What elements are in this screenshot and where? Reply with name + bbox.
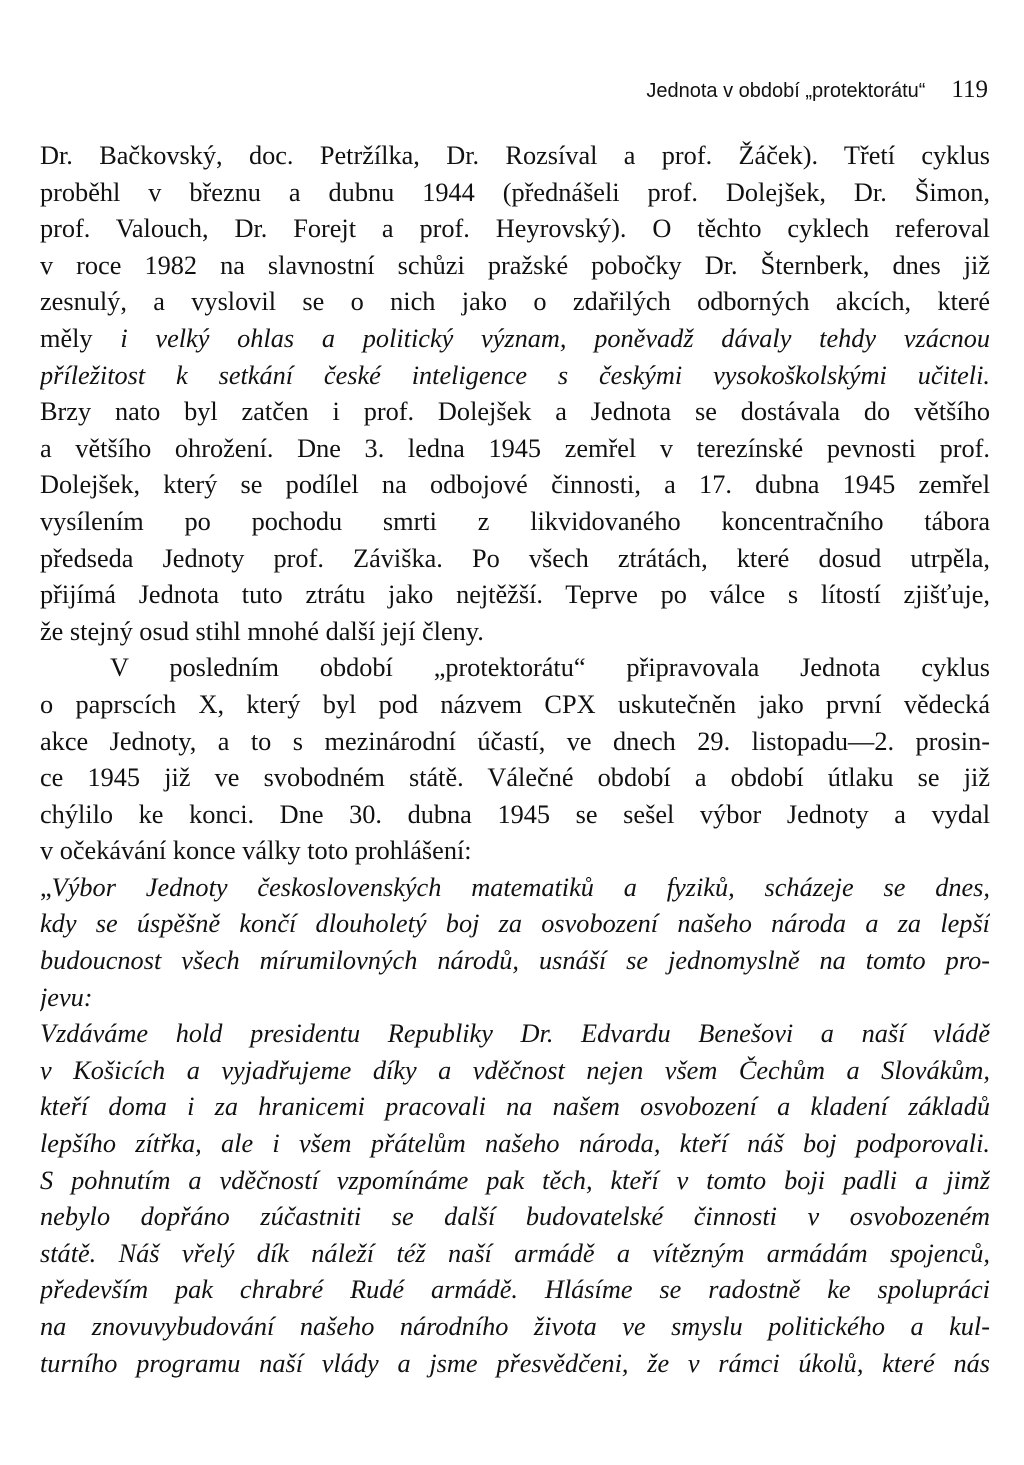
text-line: [40, 614, 990, 651]
italic-text-run: příležitost k setkání české inteligence s českými vysokoškolskými učiteli.: [40, 360, 990, 390]
text-line: [40, 248, 990, 285]
text-line: [40, 833, 990, 870]
text-run: že stejný osud stihl mnohé další její členy.: [40, 616, 484, 646]
text-line: [40, 724, 990, 761]
text-line: [40, 541, 990, 578]
italic-text-run: i velký ohlas a politický význam, poněvadž dávaly tehdy vzácnou: [120, 323, 990, 353]
text-line: [40, 504, 990, 541]
text-run: ce 1945 již ve svobodném státě. Válečné období a období útlaku se již: [40, 763, 990, 793]
italic-text-run: budoucnost všech mírumilovných národů, usnáší se jednomyslně na tomto pro-: [40, 946, 990, 976]
text-line: [40, 906, 990, 943]
text-line: [40, 687, 990, 724]
text-line: [40, 138, 990, 175]
text-line: [40, 1089, 990, 1126]
italic-text-run: na znovuvybudování našeho národního života ve smyslu politického a kul-: [40, 1312, 990, 1341]
italic-text-run: nebylo dopřáno zúčastniti se další budovatelské činnosti v osvobozeném: [40, 1202, 990, 1232]
italic-text-run: lepšího zítřka, ale i všem přátelům našeho národa, kteří náš boj podporovali.: [40, 1129, 990, 1159]
page-number: 119: [951, 76, 988, 103]
text-line: [40, 358, 990, 395]
text-line: [40, 211, 990, 248]
text-run: akce Jednoty, a to s mezinárodní účastí, ve dnech 29. listopadu—2. prosin-: [40, 726, 990, 756]
text-run: „: [40, 872, 52, 902]
italic-text-run: Vzdáváme hold presidentu Republiky Dr. Edvardu Benešovi a naší vládě: [40, 1019, 990, 1049]
body-text: [40, 138, 990, 1382]
text-run: Dolejšek, který se podílel na odbojové činnosti, a 17. dubna 1945 zemřel: [40, 470, 990, 500]
text-line: [40, 1163, 990, 1200]
text-line: [40, 650, 990, 687]
text-line: [40, 1016, 990, 1053]
text-run: prof. Valouch, Dr. Forejt a prof. Heyrovský). O těchto cyklech referoval: [40, 214, 990, 244]
text-line: [40, 797, 990, 834]
text-run: chýlilo ke konci. Dne 30. dubna 1945 se sešel výbor Jednoty a vydal: [40, 799, 990, 829]
text-line: [40, 284, 990, 321]
text-run: přijímá Jednota tuto ztrátu jako nejtěžší. Teprve po válce s lítostí zjišťuje,: [40, 580, 990, 610]
text-run: V posledním období „protektorátu“ připravovala Jednota cyklus: [110, 653, 990, 683]
text-line: [40, 1236, 990, 1273]
italic-text-run: především pak chrabré Rudé armádě. Hlásíme se radostně ke spolupráci: [40, 1275, 990, 1305]
text-line: [40, 1309, 990, 1346]
text-run: Dr. Bačkovský, doc. Petržílka, Dr. Rozsíval a prof. Žáček). Třetí cyklus: [40, 141, 990, 170]
text-run: vysílením po pochodu smrti z likvidovaného koncentračního tábora: [40, 506, 990, 536]
italic-text-run: státě. Náš vřelý dík náleží též naší armádě a vítězným armádám spojenců,: [40, 1238, 990, 1268]
text-run: Brzy nato byl zatčen i prof. Dolejšek a Jednota se dostávala do většího: [40, 397, 990, 427]
text-line: [40, 321, 990, 358]
text-run: měly: [40, 323, 121, 353]
text-run: v očekávání konce války toto prohlášení:: [40, 836, 472, 866]
text-line: [40, 175, 990, 212]
text-line: [40, 943, 990, 980]
italic-text-run: kdy se úspěšně končí dlouholetý boj za osvobození našeho národa a za lepší: [40, 909, 990, 939]
text-line: [40, 980, 990, 1017]
text-line: [40, 577, 990, 614]
text-line: [40, 1272, 990, 1309]
italic-text-run: S pohnutím a vděčností vzpomínáme pak těch, kteří v tomto boji padli a jimž: [40, 1165, 990, 1195]
text-line: [40, 870, 990, 907]
text-run: předseda Jednoty prof. Záviška. Po všech ztrátách, které dosud utrpěla,: [40, 543, 990, 573]
text-line: [40, 394, 990, 431]
text-line: [40, 1346, 990, 1383]
italic-text-run: turního programu naší vlády a jsme přesvědčeni, že v rámci úkolů, které nás: [40, 1348, 990, 1378]
text-line: [40, 1126, 990, 1163]
text-run: proběhl v březnu a dubnu 1944 (přednášeli prof. Dolejšek, Dr. Šimon,: [40, 177, 990, 207]
text-run: a většího ohrožení. Dne 3. ledna 1945 zemřel v terezínské pevnosti prof.: [40, 433, 990, 463]
text-run: v roce 1982 na slavnostní schůzi pražské pobočky Dr. Šternberk, dnes již: [40, 250, 990, 280]
text-line: [40, 1199, 990, 1236]
text-run: zesnulý, a vyslovil se o nich jako o zdařilých odborných akcích, které: [40, 287, 990, 317]
italic-text-run: kteří doma i za hranicemi pracovali na našem osvobození a kladení základů: [40, 1092, 990, 1122]
text-line: [40, 467, 990, 504]
italic-text-run: jevu:: [40, 982, 93, 1012]
italic-text-run: v Košicích a vyjadřujeme díky a vděčnost nejen všem Čechům a Slovákům,: [40, 1055, 990, 1085]
running-title: Jednota v období „protektorátu“: [646, 80, 926, 102]
page-header: [40, 76, 988, 116]
italic-text-run: Výbor Jednoty československých matematiků a fyziků, scházeje se dnes,: [51, 872, 990, 902]
text-line: [40, 760, 990, 797]
text-line: [40, 1053, 990, 1090]
text-run: o paprscích X, který byl pod názvem CPX uskutečněn jako první vědecká: [40, 689, 990, 719]
text-line: [40, 431, 990, 468]
